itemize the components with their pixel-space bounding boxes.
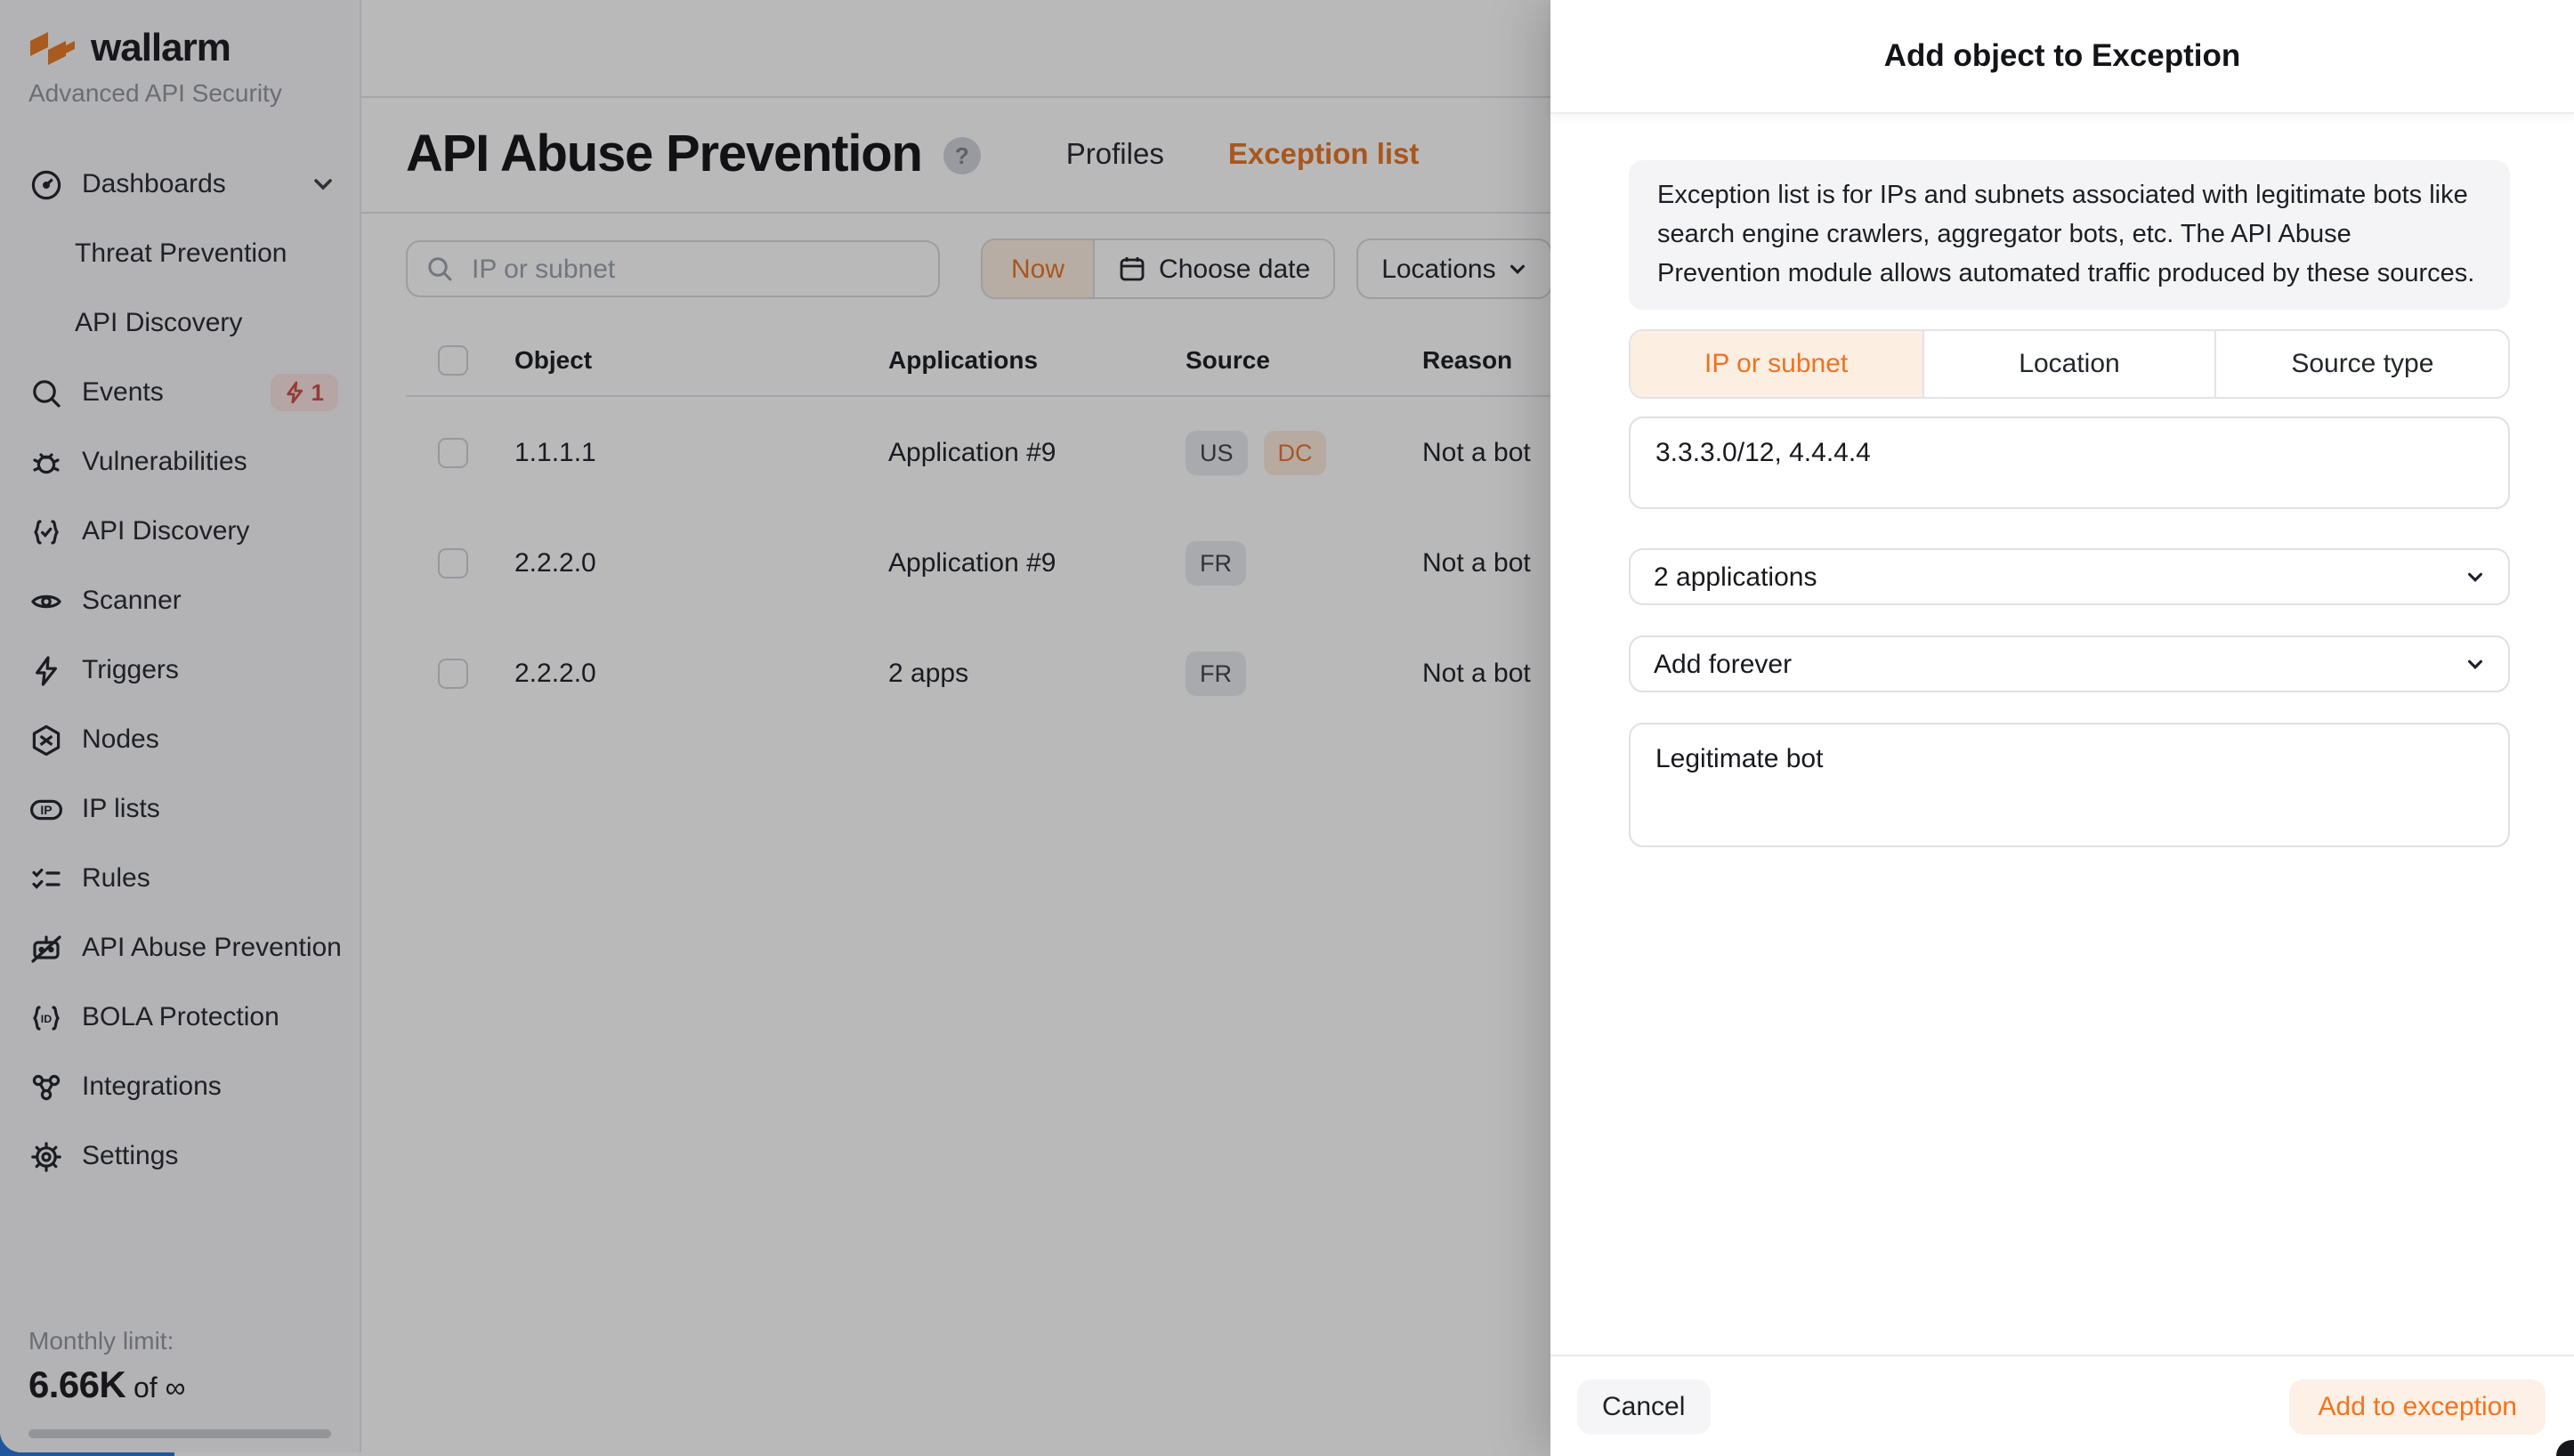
cell-applications: 2 apps	[888, 658, 969, 688]
monthly-limit-value: 6.66K of ∞	[28, 1365, 186, 1406]
sidebar-item-triggers[interactable]: Triggers	[0, 635, 360, 705]
events-count-badge: 1	[271, 374, 338, 411]
country-badge: US	[1186, 430, 1248, 474]
column-applications: Applications	[888, 345, 1039, 374]
cell-reason: Not a bot	[1422, 547, 1531, 578]
country-badge: FR	[1186, 651, 1246, 695]
sidebar-item-events[interactable]: Events 1	[0, 358, 360, 427]
cell-object: 1.1.1.1	[514, 437, 596, 467]
logo-text: wallarm	[91, 25, 231, 69]
now-button[interactable]: Now	[983, 240, 1095, 297]
modal-title: Add object to Exception	[1883, 37, 2241, 73]
sidebar-item-label: Dashboards	[82, 169, 226, 199]
locations-dropdown[interactable]: Locations	[1356, 239, 1552, 299]
cell-reason: Not a bot	[1422, 658, 1531, 688]
column-source: Source	[1186, 345, 1270, 374]
add-exception-modal	[1550, 0, 2574, 1456]
sidebar-item-vulnerabilities[interactable]: Vulnerabilities	[0, 427, 360, 497]
sidebar-item-integrations[interactable]: Integrations	[0, 1052, 360, 1121]
sidebar-item-api-abuse-prevention[interactable]: API Abuse Prevention	[0, 913, 360, 983]
tab-source-type[interactable]: Source type	[2217, 331, 2508, 397]
country-badge: FR	[1186, 540, 1246, 585]
help-icon[interactable]: ?	[943, 136, 981, 174]
duration-select[interactable]: Add forever	[1629, 635, 2510, 692]
sidebar-item-ip-lists[interactable]: IP IP lists	[0, 774, 360, 844]
modal-header	[1550, 0, 2574, 114]
modal-body	[1550, 114, 2574, 856]
exception-description: Exception list is for IPs and subnets associated with legitimate bots like search engine crawlers, aggregator bots, etc. The API Abuse Prevention module allows automated traffic produced by these sources.	[1629, 160, 2510, 310]
sidebar-item-rules[interactable]: Rules	[0, 844, 360, 913]
cell-applications: Application #9	[888, 547, 1056, 578]
cell-reason: Not a bot	[1422, 437, 1531, 467]
svg-text:IP: IP	[40, 802, 53, 817]
ip-subnet-input[interactable]	[1629, 417, 2510, 509]
column-reason: Reason	[1422, 345, 1513, 374]
cell-object: 2.2.2.0	[514, 658, 596, 688]
cell-applications: Application #9	[888, 437, 1056, 467]
product-subtitle: Advanced API Security	[28, 78, 282, 107]
monthly-limit-label: Monthly limit:	[28, 1326, 174, 1355]
applications-select[interactable]: 2 applications	[1629, 548, 2510, 605]
chevron-down-icon	[2465, 567, 2485, 586]
tab-ip-or-subnet[interactable]: IP or subnet	[1631, 331, 1923, 397]
page-title: API Abuse Prevention	[406, 125, 922, 182]
tab-exception-list[interactable]: Exception list	[1227, 138, 1420, 170]
add-to-exception-button[interactable]: Add to exception	[2290, 1379, 2546, 1434]
infinity-symbol: ∞	[165, 1374, 186, 1404]
modal-footer	[1550, 1355, 2574, 1456]
cancel-button[interactable]: Cancel	[1577, 1379, 1710, 1434]
column-object: Object	[514, 345, 593, 374]
object-type-tabs	[1629, 329, 2510, 399]
tab-profiles[interactable]: Profiles	[1065, 138, 1164, 170]
chevron-down-icon	[2465, 654, 2485, 674]
sidebar-item-nodes[interactable]: Nodes	[0, 705, 360, 774]
datacenter-badge: DC	[1264, 430, 1327, 474]
sidebar-item-scanner[interactable]: Scanner	[0, 566, 360, 635]
sidebar-item-api-discovery-dashboard[interactable]: API Discovery	[75, 308, 243, 338]
tab-location[interactable]: Location	[1923, 331, 2216, 397]
choose-date-button[interactable]: Choose date	[1095, 240, 1333, 297]
sidebar-item-bola-protection[interactable]: ID BOLA Protection	[0, 983, 360, 1052]
reason-input[interactable]	[1629, 723, 2510, 847]
sidebar-item-settings[interactable]: Settings	[0, 1121, 360, 1191]
sidebar-item-api-discovery[interactable]: API Discovery	[0, 497, 360, 566]
svg-text:ID: ID	[40, 1011, 53, 1024]
sidebar-item-threat-prevention[interactable]: Threat Prevention	[75, 239, 287, 269]
cell-object: 2.2.2.0	[514, 547, 596, 578]
